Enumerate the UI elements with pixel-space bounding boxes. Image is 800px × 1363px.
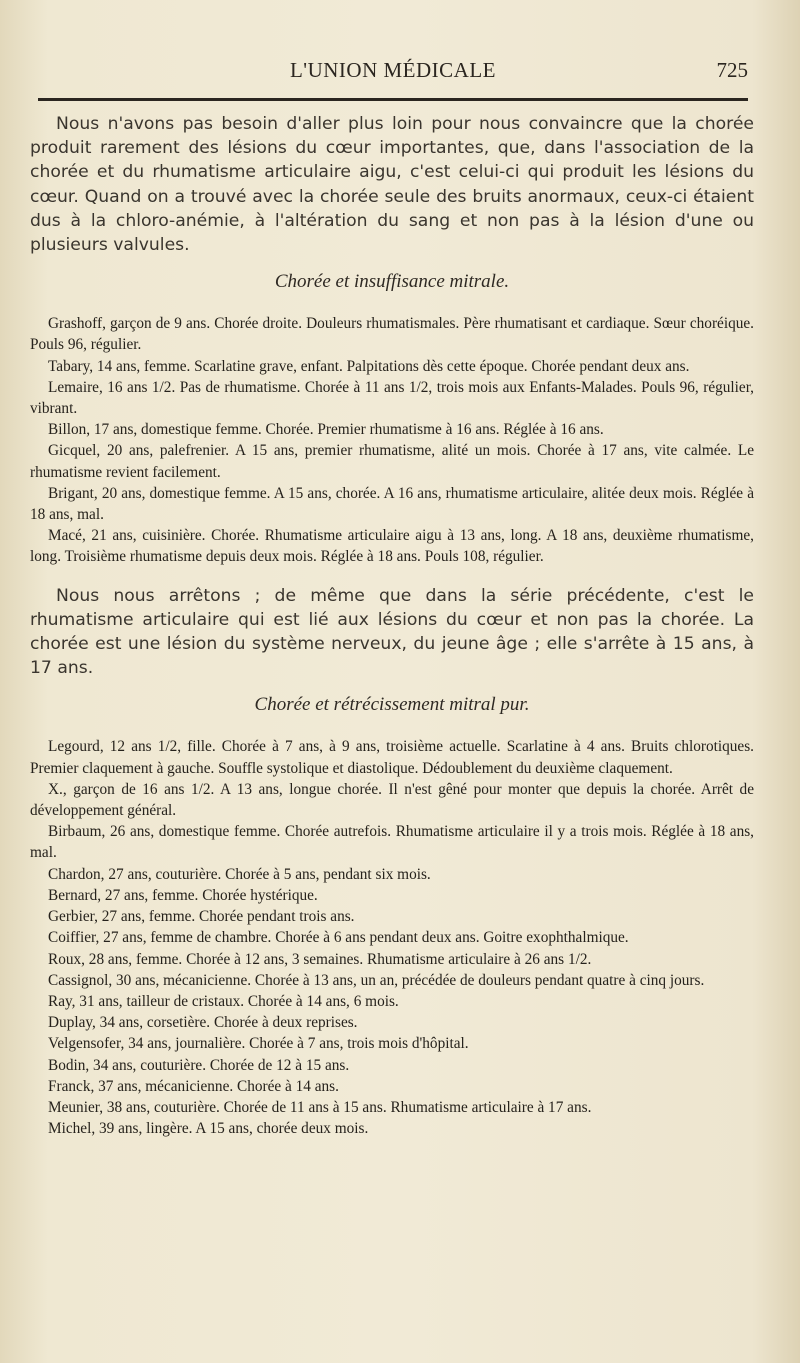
case-entry: Duplay, 34 ans, corsetière. Chorée à deux reprises.	[48, 1014, 358, 1032]
case-entry: Legourd, 12 ans 1/2, fille. Chorée à 7 ans, à 9 ans, troisième actuelle. Scarlatine à 4 ans. Bruits chlorotiques. Premier claquement à gauche. Souffle systolique et diastolique. Dédoublement du deuxième claquement.	[30, 738, 754, 777]
article-body	[30, 112, 754, 1155]
page-header	[38, 58, 748, 88]
case-entry: Ray, 31 ans, tailleur de cristaux. Chorée à 14 ans, 6 mois.	[48, 992, 399, 1010]
case-entry: Brigant, 20 ans, domestique femme. A 15 ans, chorée. A 16 ans, rhumatisme articulaire, alitée deux mois. Réglée à 18 ans, mal.	[30, 484, 754, 524]
case-list-retrecissement-mitral	[30, 736, 754, 1139]
page-number: 725	[716, 58, 748, 82]
case-entry: Franck, 37 ans, mécanicienne. Chorée à 14 ans.	[48, 1077, 339, 1095]
case-entry: Tabary, 14 ans, femme. Scarlatine grave, enfant. Palpitations dès cette époque. Chorée pendant deux ans.	[48, 357, 690, 375]
case-entry: Birbaum, 26 ans, domestique femme. Chorée autrefois. Rhumatisme articulaire il y a trois mois. Réglée à 18 ans, mal.	[30, 823, 754, 862]
case-entry: Grashoff, garçon de 9 ans. Chorée droite. Douleurs rhumatismales. Père rhumatisant et cardiaque. Sœur choréique. Pouls 96, régulier.	[30, 315, 754, 354]
case-list-insuffisance-mitrale	[30, 313, 754, 567]
case-entry: X., garçon de 16 ans 1/2. A 13 ans, longue chorée. Il n'est gêné pour monter que depuis la chorée. Arrêt de développement général.	[30, 780, 754, 820]
section-title-retrecissement-mitral: Chorée et rétrécissement mitral pur.	[254, 694, 530, 716]
section-title-insuffisance-mitrale: Chorée et insuffisance mitrale.	[274, 271, 510, 293]
case-entry: Coiffier, 27 ans, femme de chambre. Chorée à 6 ans pendant deux ans. Goitre exophthalmique.	[48, 929, 629, 947]
case-entry: Roux, 28 ans, femme. Chorée à 12 ans, 3 semaines. Rhumatisme articulaire à 26 ans 1/2.	[48, 950, 592, 968]
case-entry: Bernard, 27 ans, femme. Chorée hystérique.	[48, 886, 318, 904]
case-entry: Michel, 39 ans, lingère. A 15 ans, chorée deux mois.	[48, 1120, 369, 1138]
case-entry: Velgensofer, 34 ans, journalière. Chorée à 7 ans, trois mois d'hôpital.	[48, 1035, 469, 1053]
case-entry: Billon, 17 ans, domestique femme. Chorée. Premier rhumatisme à 16 ans. Réglée à 16 ans.	[48, 421, 604, 439]
case-entry: Gerbier, 27 ans, femme. Chorée pendant trois ans.	[48, 908, 355, 926]
conclusion-paragraph: Nous nous arrêtons ; de même que dans la série précédente, c'est le rhumatisme articulaire qui est lié aux lésions du cœur et non pas la chorée. La chorée est une lésion du système nerveux, du jeune âge ; elle s'arrête à 15 ans, à 17 ans.	[30, 585, 754, 679]
case-entry: Macé, 21 ans, cuisinière. Chorée. Rhumatisme articulaire aigu à 13 ans, long. A 18 ans, deuxième rhumatisme, long. Troisième rhumatisme depuis deux mois. Réglée à 18 ans. Pouls 108, régulier.	[30, 527, 754, 566]
case-entry: Gicquel, 20 ans, palefrenier. A 15 ans, premier rhumatisme, alité un mois. Chorée à 17 ans, vite calmée. Le rhumatisme revient facilement.	[30, 442, 754, 481]
case-entry: Bodin, 34 ans, couturière. Chorée de 12 à 15 ans.	[48, 1056, 350, 1074]
running-title: L'UNION MÉDICALE	[289, 58, 496, 82]
intro-paragraph: Nous n'avons pas besoin d'aller plus loin pour nous convaincre que la chorée produit rarement des lésions du cœur importantes, que, dans l'association de la chorée et du rhumatisme articulaire aigu, c'est celui-ci qui produit les lésions du cœur. Quand on a trouvé avec la chorée seule des bruits anormaux, ceux-ci étaient dus à la chloro-anémie, à l'altération du sang et non pas à la lésion d'une ou plusieurs valvules.	[30, 114, 754, 256]
header-rule	[38, 98, 748, 101]
case-entry: Lemaire, 16 ans 1/2. Pas de rhumatisme. Chorée à 11 ans 1/2, trois mois aux Enfants-Malades. Pouls 96, régulier, vibrant.	[30, 378, 754, 418]
case-entry: Meunier, 38 ans, couturière. Chorée de 11 ans à 15 ans. Rhumatisme articulaire à 17 ans.	[48, 1098, 592, 1116]
case-entry: Chardon, 27 ans, couturière. Chorée à 5 ans, pendant six mois.	[48, 865, 431, 883]
case-entry: Cassignol, 30 ans, mécanicienne. Chorée à 13 ans, un an, précédée de douleurs pendant quatre à cinq jours.	[48, 971, 705, 989]
